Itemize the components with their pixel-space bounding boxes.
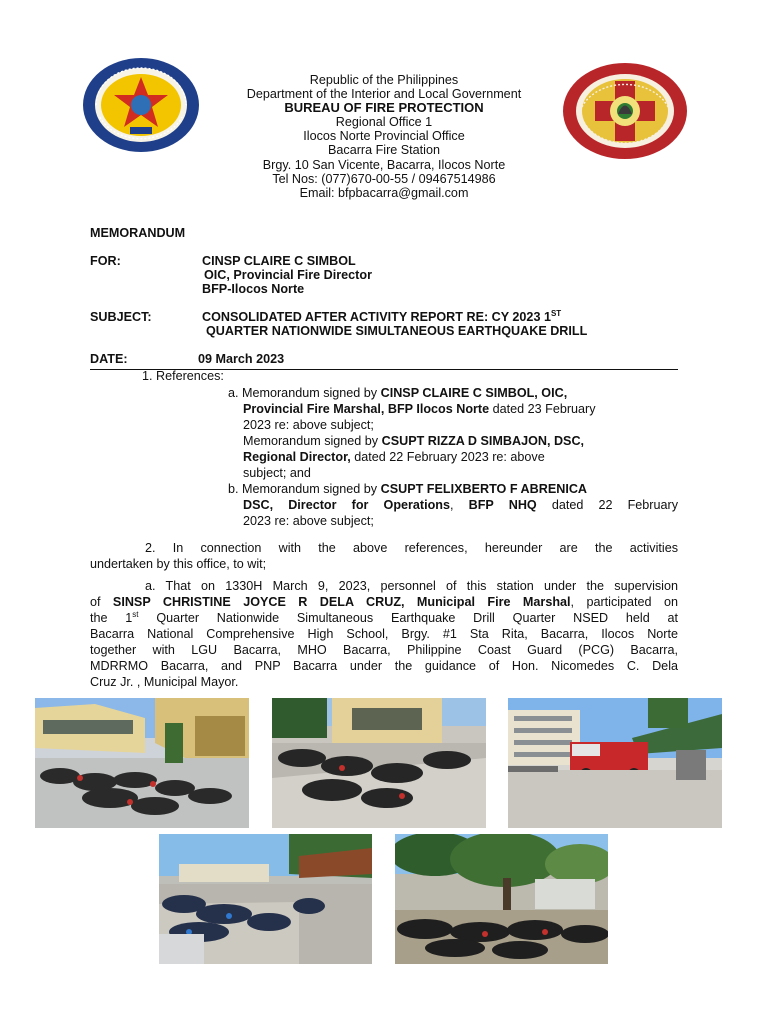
reference-a-line-2: Provincial Fire Marshal, BFP Ilocos Norte dated 23 February	[243, 402, 596, 416]
reference-b-line-1: b. Memorandum signed by CSUPT FELIXBERTO F ABRENICA	[228, 482, 588, 496]
for-position: OIC, Provincial Fire Director	[204, 268, 372, 282]
paragraph-a-line-3: the 1st Quarter Nationwide Simultaneous Earthquake Drill Quarter NSED held at	[90, 609, 678, 625]
photo-students-trees	[395, 834, 608, 964]
photo-students-grounds	[159, 834, 372, 964]
reference-a-line-3: 2023 re: above subject;	[243, 418, 374, 432]
memo-title: MEMORANDUM	[90, 226, 186, 240]
paragraph-a-line-5: together with LGU Bacarra, MHO Bacarra, Philippine Coast Guard (PCG) Bacarra,	[90, 643, 678, 657]
for-name: CINSP CLAIRE C SIMBOL	[202, 254, 356, 268]
paragraph-2-line-1: 2. In connection with the above references, hereunder are the activities	[145, 541, 678, 555]
paragraph-a-line-6: MDRRMO Bacarra, and PNP Bacarra under the guidance of Hon. Nicomedes C. Dela	[90, 659, 678, 673]
letterhead-bureau: BUREAU OF FIRE PROTECTION	[284, 100, 484, 116]
letterhead-region: Regional Office 1	[335, 115, 433, 130]
subject-label: SUBJECT:	[90, 310, 152, 324]
for-label: FOR:	[90, 254, 121, 268]
reference-a2-line-1: Memorandum signed by CSUPT RIZZA D SIMBAJON, DSC,	[243, 434, 585, 448]
reference-a2-line-2: Regional Director, dated 22 February 2023 re: above	[243, 450, 545, 464]
reference-b-line-3: 2023 re: above subject;	[243, 514, 374, 528]
reference-a2-line-3: subject; and	[243, 466, 311, 480]
reference-b-line-2: DSC, Director for Operations, BFP NHQ dated 22 February	[243, 498, 679, 512]
date-value: 09 March 2023	[198, 352, 285, 366]
photo-students-shade	[272, 698, 486, 828]
letterhead-address: Brgy. 10 San Vicente, Bacarra, Ilocos Norte	[262, 157, 506, 172]
paragraph-2-line-2: undertaken by this office, to wit;	[90, 557, 267, 571]
subject-line-1: CONSOLIDATED AFTER ACTIVITY REPORT RE: CY 2023 1ST	[202, 308, 562, 324]
letterhead	[200, 73, 568, 200]
photo-students-courtyard	[35, 698, 249, 828]
photo-fire-truck	[508, 698, 722, 828]
letterhead-provincial-office: Ilocos Norte Provincial Office	[303, 129, 465, 144]
reference-a-line-1: a. Memorandum signed by CINSP CLAIRE C SIMBOL, OIC,	[228, 386, 568, 400]
subject-line-2: QUARTER NATIONWIDE SIMULTANEOUS EARTHQUAKE DRILL	[206, 324, 588, 338]
letterhead-department: Department of the Interior and Local Government	[246, 87, 522, 102]
paragraph-a-line-1: a. That on 1330H March 9, 2023, personnel of this station under the supervision	[145, 579, 678, 593]
references-heading: 1. References:	[142, 369, 224, 383]
paragraph-a-line-2: of SINSP CHRISTINE JOYCE R DELA CRUZ, Municipal Fire Marshal, participated on	[90, 595, 678, 609]
letterhead-republic: Republic of the Philippines	[309, 73, 459, 87]
for-unit: BFP-Ilocos Norte	[202, 282, 305, 296]
letterhead-email: Email: bfpbacarra@gmail.com	[299, 185, 469, 200]
letterhead-station: Bacarra Fire Station	[328, 143, 440, 158]
paragraph-a-line-4: Bacarra National Comprehensive High School, Brgy. #1 Sta Rita, Bacarra, Ilocos Norte	[90, 627, 678, 641]
bfp-national-seal-icon	[82, 57, 200, 153]
letterhead-phone: Tel Nos: (077)670-00-55 / 09467514986	[272, 171, 496, 186]
paragraph-a-line-7: Cruz Jr. , Municipal Mayor.	[90, 675, 239, 689]
date-label: DATE:	[90, 352, 128, 366]
bfp-bacarra-seal-icon	[562, 62, 688, 160]
